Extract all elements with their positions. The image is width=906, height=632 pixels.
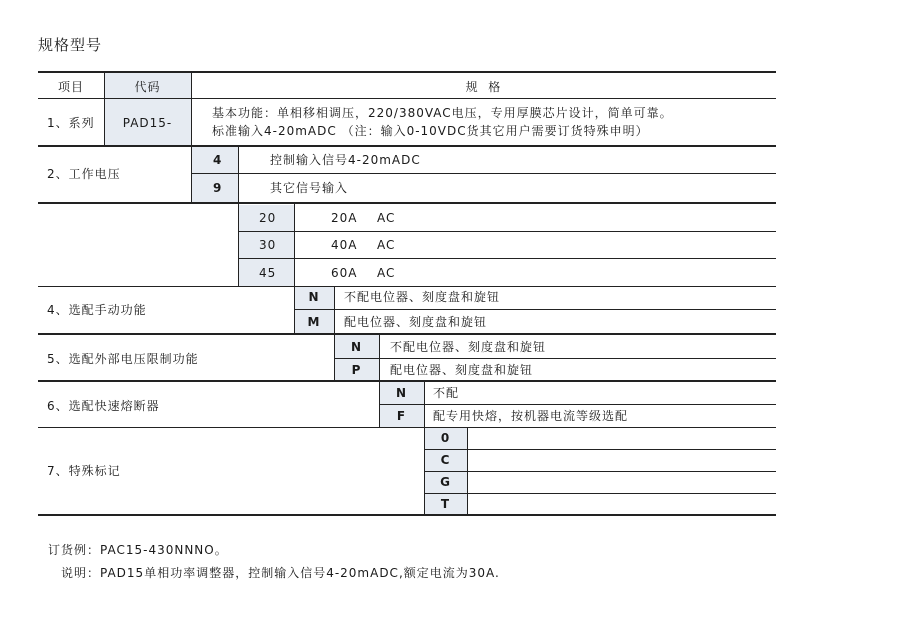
header-code: 代码	[134, 80, 161, 94]
current-bottom-border	[38, 286, 776, 287]
current-unit-45: AC	[377, 266, 396, 280]
manual-code-m: M	[307, 315, 321, 329]
voltage-desc-4: 控制输入信号4-20mADC	[270, 153, 421, 167]
fuse-desc-n: 不配	[433, 386, 460, 400]
special-code-t: T	[440, 497, 451, 511]
current-value-45: 60A	[331, 266, 358, 280]
manual-code-n: N	[308, 290, 320, 304]
fuse-label: 6、选配快速熔断器	[47, 399, 160, 413]
voltage-code-4: 4	[213, 153, 223, 167]
limit-code-n: N	[350, 340, 363, 354]
limit-desc-n: 不配电位器、刻度盘和旋钮	[390, 340, 547, 354]
series-spec-line2: 标准输入4-20mADC （注：输入0-10VDC货其它用户需要订货特殊申明）	[212, 124, 649, 138]
voltage-bottom-border	[38, 202, 776, 204]
special-code-divider	[467, 427, 468, 516]
table-bottom-border	[38, 514, 776, 516]
fuse-desc-f: 配专用快熔，按机器电流等级选配	[433, 409, 629, 423]
header-spec: 规 格	[465, 80, 502, 94]
fuse-code-divider	[424, 380, 425, 516]
special-label: 7、特殊标记	[47, 464, 121, 478]
manual-desc-m: 配电位器、刻度盘和旋钮	[344, 315, 488, 329]
limit-desc-p: 配电位器、刻度盘和旋钮	[390, 363, 534, 377]
special-row-divider-3	[424, 493, 776, 494]
current-code-45: 45	[259, 266, 277, 280]
limit-label: 5、选配外部电压限制功能	[47, 352, 199, 366]
series-label: 1、系列	[47, 116, 95, 130]
special-code-c: C	[440, 453, 451, 467]
section-title: 规格型号	[38, 36, 103, 54]
special-row-divider-2	[424, 471, 776, 472]
current-code-20: 20	[259, 211, 277, 225]
voltage-row-divider	[191, 173, 776, 174]
current-unit-30: AC	[377, 238, 396, 252]
order-example: 订货例：PAC15-430NNNO。	[48, 543, 228, 557]
fuse-row-divider	[379, 404, 776, 405]
order-note: 说明：PAD15单相功率调整器，控制输入信号4-20mADC,额定电流为30A.	[61, 566, 500, 580]
current-code-30: 30	[259, 238, 277, 252]
series-code: PAD15-	[122, 116, 173, 130]
table-top-border	[38, 71, 776, 73]
special-code-g: G	[440, 475, 451, 489]
special-code-0: 0	[440, 431, 451, 445]
special-row-divider-1	[424, 449, 776, 450]
voltage-code-9: 9	[213, 181, 223, 195]
current-unit-20: AC	[377, 211, 396, 225]
current-row-divider-2	[238, 258, 776, 259]
manual-bottom-border	[38, 333, 776, 335]
header-item: 项目	[57, 80, 84, 94]
series-bottom-border	[38, 145, 776, 147]
limit-row-divider	[334, 358, 776, 359]
voltage-code-divider	[238, 145, 239, 286]
series-spec-line1: 基本功能：单相移相调压，220/380VAC电压，专用厚膜芯片设计，简单可靠。	[212, 106, 673, 120]
current-value-30: 40A	[331, 238, 358, 252]
voltage-label: 2、工作电压	[47, 167, 121, 181]
manual-desc-n: 不配电位器、刻度盘和旋钮	[344, 290, 501, 304]
fuse-code-n: N	[395, 386, 408, 400]
current-row-divider-1	[238, 231, 776, 232]
current-value-20: 20A	[331, 211, 358, 225]
manual-row-divider	[294, 309, 776, 310]
voltage-desc-9: 其它信号输入	[270, 181, 349, 195]
limit-code-p: P	[351, 363, 362, 377]
fuse-code-f: F	[396, 409, 407, 423]
fuse-bottom-border	[38, 427, 776, 428]
manual-label: 4、选配手动功能	[47, 303, 147, 317]
limit-bottom-border	[38, 380, 776, 382]
header-bottom-border	[38, 98, 776, 99]
